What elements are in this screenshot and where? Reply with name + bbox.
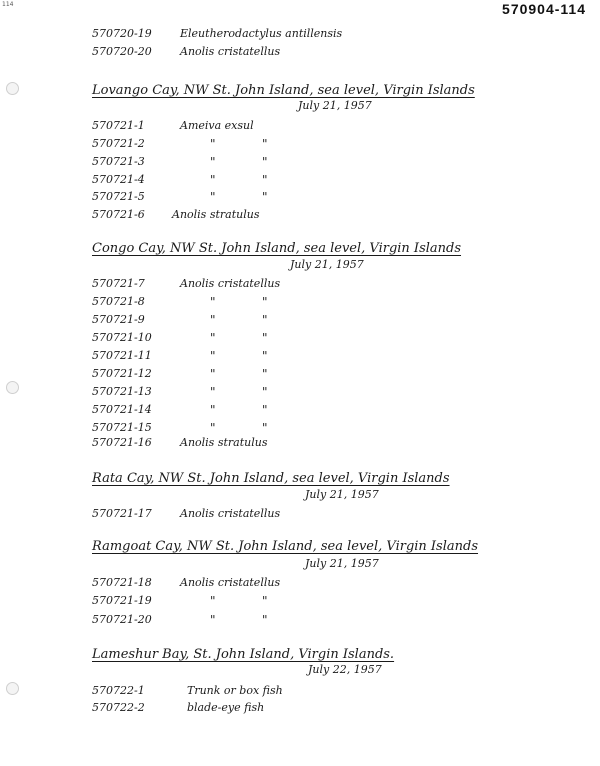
collection-date: July 22, 1957 bbox=[308, 663, 382, 676]
locality-heading: Rata Cay, NW St. John Island, sea level, Virgin Islands bbox=[92, 471, 450, 486]
ditto-mark: " bbox=[262, 385, 268, 399]
ditto-mark: " bbox=[210, 173, 216, 187]
ditto-mark: " bbox=[262, 349, 268, 363]
ditto-mark: " bbox=[210, 367, 216, 381]
corner-page-mark: 114 bbox=[2, 1, 14, 8]
punch-hole-icon bbox=[6, 381, 19, 394]
catalog-number: 570722-2 bbox=[92, 701, 145, 714]
document-id: 570904-114 bbox=[502, 1, 586, 17]
catalog-number: 570721-12 bbox=[92, 367, 152, 380]
ditto-mark: " bbox=[210, 155, 216, 169]
ditto-mark: " bbox=[210, 331, 216, 345]
catalog-number: 570721-7 bbox=[92, 277, 145, 290]
ditto-mark: " bbox=[262, 137, 268, 151]
catalog-number: 570721-14 bbox=[92, 403, 152, 416]
catalog-number: 570721-16 bbox=[92, 436, 152, 449]
ditto-mark: " bbox=[262, 367, 268, 381]
ditto-mark: " bbox=[210, 349, 216, 363]
species-name: Eleutherodactylus antillensis bbox=[180, 27, 343, 40]
species-name: Anolis cristatellus bbox=[180, 507, 281, 520]
catalog-number: 570721-20 bbox=[92, 613, 152, 626]
ditto-mark: " bbox=[210, 421, 216, 435]
species-name: Anolis cristatellus bbox=[180, 576, 281, 589]
ditto-mark: " bbox=[262, 421, 268, 435]
ditto-mark: " bbox=[210, 385, 216, 399]
ditto-mark: " bbox=[210, 594, 216, 608]
collection-date: July 21, 1957 bbox=[305, 557, 379, 570]
catalog-number: 570721-9 bbox=[92, 313, 145, 326]
catalog-number: 570720-19 bbox=[92, 27, 152, 40]
catalog-number: 570721-17 bbox=[92, 507, 152, 520]
ditto-mark: " bbox=[210, 613, 216, 627]
ditto-mark: " bbox=[210, 190, 216, 204]
catalog-number: 570721-5 bbox=[92, 190, 145, 203]
catalog-number: 570721-13 bbox=[92, 385, 152, 398]
ditto-mark: " bbox=[262, 295, 268, 309]
catalog-number: 570721-6 bbox=[92, 208, 145, 221]
ditto-mark: " bbox=[262, 190, 268, 204]
ditto-mark: " bbox=[262, 613, 268, 627]
catalog-number: 570721-11 bbox=[92, 349, 152, 362]
catalog-number: 570721-10 bbox=[92, 331, 152, 344]
ditto-mark: " bbox=[262, 155, 268, 169]
ditto-mark: " bbox=[210, 403, 216, 417]
catalog-number: 570721-15 bbox=[92, 421, 152, 434]
catalog-number: 570720-20 bbox=[92, 45, 152, 58]
species-name: Trunk or box fish bbox=[187, 684, 283, 697]
ditto-mark: " bbox=[262, 594, 268, 608]
catalog-number: 570721-19 bbox=[92, 594, 152, 607]
species-name: Anolis stratulus bbox=[180, 436, 268, 449]
ditto-mark: " bbox=[262, 313, 268, 327]
catalog-number: 570721-8 bbox=[92, 295, 145, 308]
locality-heading: Ramgoat Cay, NW St. John Island, sea level, Virgin Islands bbox=[92, 539, 479, 554]
ditto-mark: " bbox=[262, 331, 268, 345]
collection-date: July 21, 1957 bbox=[305, 488, 379, 501]
ditto-mark: " bbox=[262, 403, 268, 417]
collection-date: July 21, 1957 bbox=[298, 99, 372, 112]
locality-heading: Lovango Cay, NW St. John Island, sea level, Virgin Islands bbox=[92, 83, 475, 98]
species-name: Ameiva exsul bbox=[180, 119, 254, 132]
catalog-number: 570721-18 bbox=[92, 576, 152, 589]
species-name: Anolis stratulus bbox=[172, 208, 260, 221]
ditto-mark: " bbox=[210, 313, 216, 327]
punch-hole-icon bbox=[6, 682, 19, 695]
catalog-number: 570722-1 bbox=[92, 684, 145, 697]
species-name: Anolis cristatellus bbox=[180, 277, 281, 290]
punch-hole-icon bbox=[6, 82, 19, 95]
catalog-number: 570721-3 bbox=[92, 155, 145, 168]
catalog-number: 570721-4 bbox=[92, 173, 145, 186]
locality-heading: Congo Cay, NW St. John Island, sea level, Virgin Islands bbox=[92, 241, 462, 256]
catalog-number: 570721-2 bbox=[92, 137, 145, 150]
ditto-mark: " bbox=[262, 173, 268, 187]
species-name: blade-eye fish bbox=[187, 701, 265, 714]
ditto-mark: " bbox=[210, 295, 216, 309]
catalog-number: 570721-1 bbox=[92, 119, 145, 132]
collection-date: July 21, 1957 bbox=[290, 258, 364, 271]
species-name: Anolis cristatellus bbox=[180, 45, 281, 58]
ditto-mark: " bbox=[210, 137, 216, 151]
locality-heading: Lameshur Bay, St. John Island, Virgin Islands. bbox=[92, 647, 395, 662]
